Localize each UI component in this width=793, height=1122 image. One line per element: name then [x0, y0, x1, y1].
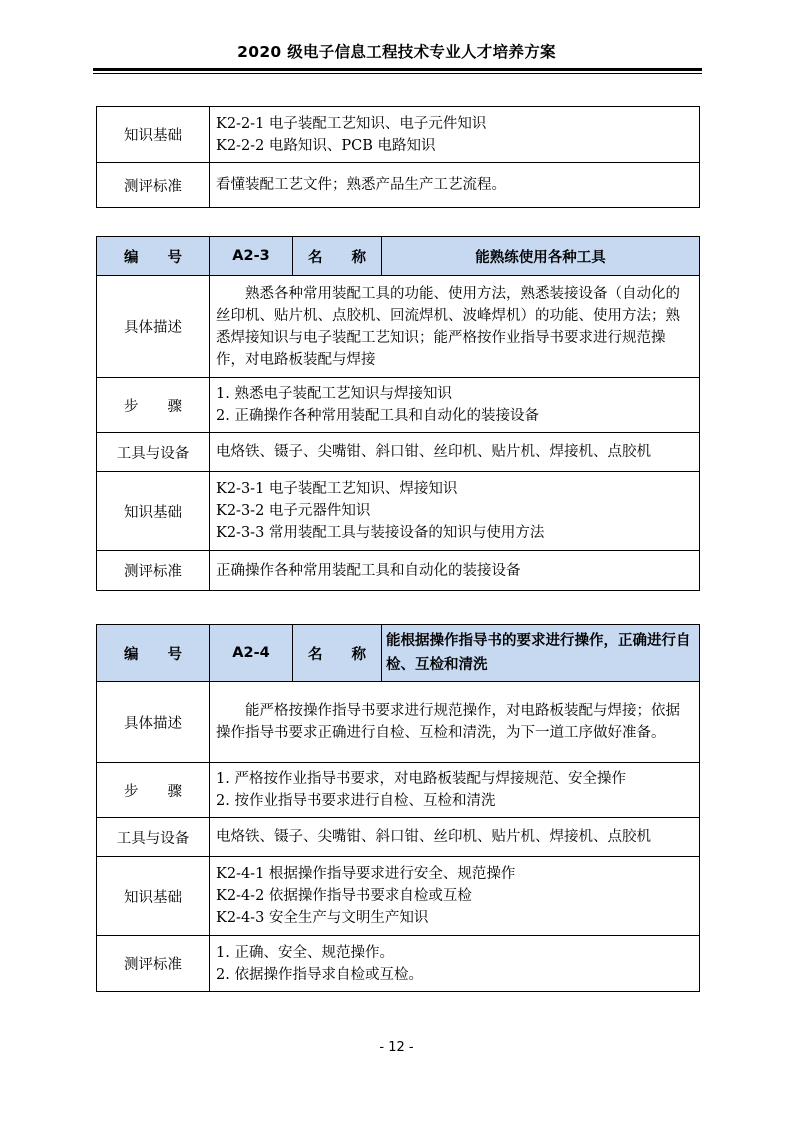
name-label: 名 称: [293, 625, 382, 682]
code-value: A2-3: [210, 237, 293, 276]
row-label: 测评标准: [97, 551, 210, 591]
table-row: [97, 763, 700, 818]
header-rule: [93, 68, 702, 71]
eval-line: 1. 正确、安全、规范操作。: [216, 944, 394, 961]
row-label: 工具与设备: [97, 818, 210, 857]
table-row: [97, 433, 700, 472]
eval-text: 正确操作各种常用装配工具和自动化的装接设备: [210, 551, 700, 591]
table-row: [97, 936, 700, 992]
table-row: [97, 857, 700, 936]
table-row: [97, 551, 700, 591]
knowledge-line: K2-2-1 电子装配工艺知识、电子元件知识: [216, 115, 487, 132]
row-value: [210, 936, 700, 992]
knowledge-line: K2-4-1 根据操作指导要求进行安全、规范操作: [216, 866, 516, 882]
row-value: 看懂装配工艺文件；熟悉产品生产工艺流程。: [210, 163, 700, 208]
row-value: [210, 472, 700, 551]
tools-text: 电烙铁、镊子、尖嘴钳、斜口钳、丝印机、贴片机、焊接机、点胶机: [210, 818, 700, 857]
step-line: 2. 按作业指导书要求进行自检、互检和清洗: [216, 793, 496, 809]
table-row: [97, 276, 700, 378]
eval-line: 2. 依据操作指导求自检或互检。: [216, 966, 423, 983]
row-label: 知识基础: [97, 107, 210, 163]
table-a2-3: [96, 236, 700, 591]
header-rule-thin: [93, 73, 702, 74]
row-label: 步 骤: [97, 378, 210, 433]
knowledge-line: K2-4-2 依据操作指导书要求自检或互检: [216, 888, 472, 904]
table-row: [97, 163, 700, 208]
step-line: 1. 严格按作业指导书要求，对电路板装配与焊接规范、安全操作: [216, 771, 626, 787]
row-value: [210, 857, 700, 936]
ability-title: 能熟练使用各种工具: [382, 237, 700, 276]
page-number: - 12 -: [379, 1040, 414, 1055]
knowledge-line: K2-3-1 电子装配工艺知识、焊接知识: [216, 481, 458, 497]
table-row: [97, 472, 700, 551]
description-text: 能严格按操作指导书要求进行规范操作，对电路板装配与焊接；依据操作指导书要求正确进行自检、互检和清洗，为下一道工序做好准备。: [210, 682, 700, 763]
table-header-row: [97, 237, 700, 276]
table-a2-4: [96, 624, 700, 992]
tools-text: 电烙铁、镊子、尖嘴钳、斜口钳、丝印机、贴片机、焊接机、点胶机: [210, 433, 700, 472]
table-row: [97, 818, 700, 857]
step-line: 1. 熟悉电子装配工艺知识与焊接知识: [216, 386, 452, 402]
row-value: [210, 378, 700, 433]
table-row: [97, 378, 700, 433]
row-label: 测评标准: [97, 163, 210, 208]
code-label: 编 号: [97, 237, 210, 276]
row-label: 测评标准: [97, 936, 210, 992]
table-a2-2-continuation: [96, 106, 700, 208]
knowledge-line: K2-3-2 电子元器件知识: [216, 503, 371, 519]
row-label: 知识基础: [97, 857, 210, 936]
row-value: [210, 107, 700, 163]
document-header-title: 2020 级电子信息工程技术专业人才培养方案: [237, 43, 556, 61]
row-label: 具体描述: [97, 276, 210, 378]
row-label: 工具与设备: [97, 433, 210, 472]
row-label: 步 骤: [97, 763, 210, 818]
row-label: 具体描述: [97, 682, 210, 763]
knowledge-line: K2-4-3 安全生产与文明生产知识: [216, 910, 429, 926]
table-row: [97, 107, 700, 163]
name-label: 名 称: [293, 237, 382, 276]
knowledge-line: K2-2-2 电路知识、PCB 电路知识: [216, 137, 436, 154]
knowledge-line: K2-3-3 常用装配工具与装接设备的知识与使用方法: [216, 525, 545, 541]
description-text: 熟悉各种常用装配工具的功能、使用方法，熟悉装接设备（自动化的丝印机、贴片机、点胶机、回流焊机、波峰焊机）的功能、使用方法；熟悉焊接知识与电子装配工艺知识；能严格按作业指导书要求进行规范操作，对电路板装配与焊接: [210, 276, 700, 378]
table-row: [97, 682, 700, 763]
code-value: A2-4: [210, 625, 293, 682]
table-header-row: [97, 625, 700, 682]
code-label: 编 号: [97, 625, 210, 682]
ability-title: 能根据操作指导书的要求进行操作，正确进行自检、互检和清洗: [382, 625, 700, 682]
row-label: 知识基础: [97, 472, 210, 551]
step-line: 2. 正确操作各种常用装配工具和自动化的装接设备: [216, 408, 539, 424]
row-value: [210, 763, 700, 818]
